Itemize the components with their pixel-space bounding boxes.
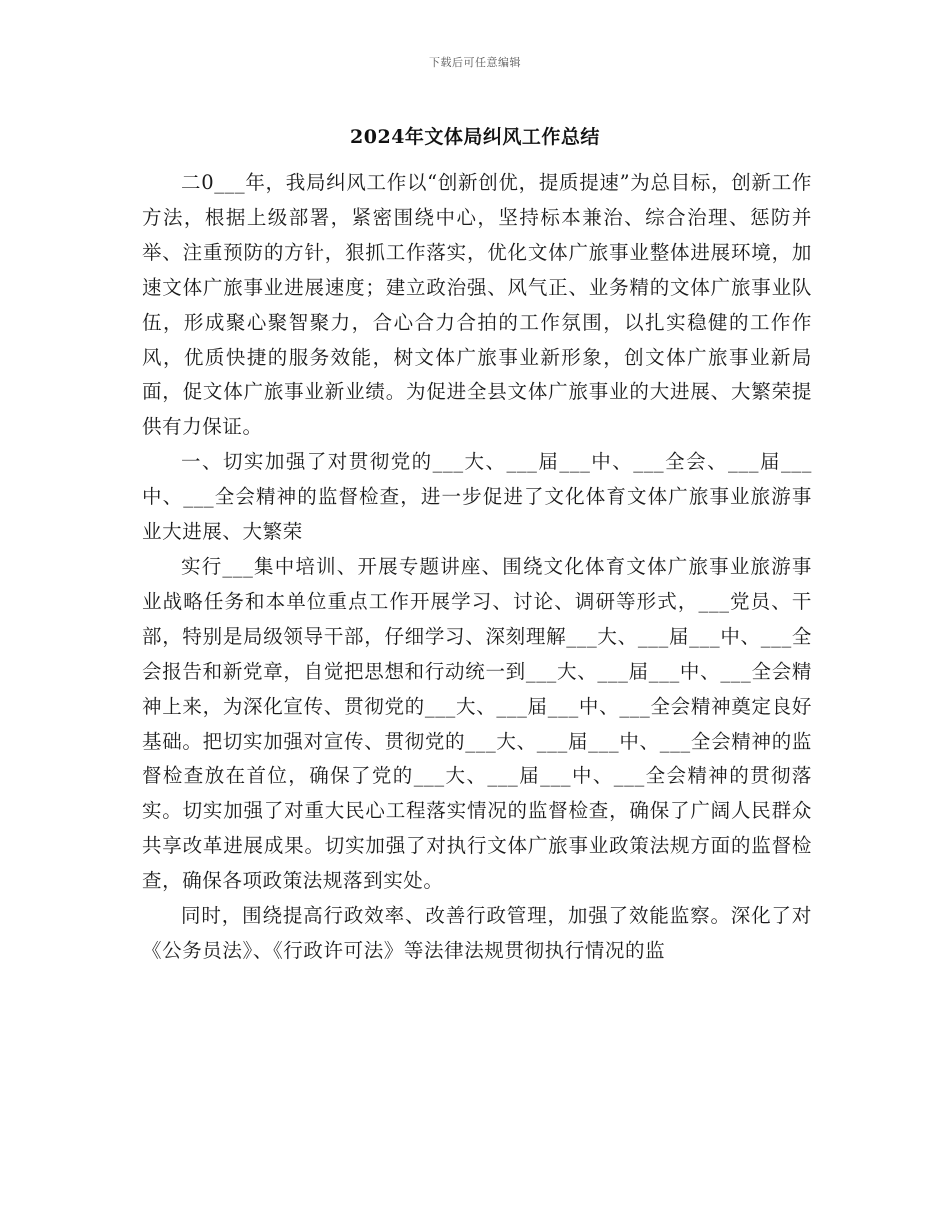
paragraph-efficiency: 同时，围绕提高行政效率、改善行政管理，加强了效能监察。深化了对《公务员法》、《行政许可法》等法律法规贯彻执行情况的监: [142, 904, 812, 962]
header-note: 下载后可任意编辑: [429, 56, 521, 69]
paragraph-section-one-heading: 一、切实加强了对贯彻党的___大、___届___中、___全会、___届___中、___全会精神的监督检查，进一步促进了文化体育文体广旅事业旅游事业大进展、大繁荣: [142, 450, 812, 544]
document-title: 2024年文体局纠风工作总结: [350, 126, 600, 148]
document-body: [142, 166, 812, 969]
paragraph-section-one-body: 实行___集中培训、开展专题讲座、围绕文化体育文体广旅事业旅游事业战略任务和本单位重点工作开展学习、讨论、调研等形式，___党员、干部，特别是局级领导干部，仔细学习、深刻理解___大、___届___中、___全会报告和新党章，自觉把思想和行动统一到___大、___届___中、___全会精神上来，为深化宣传、贯彻党的___大、___届___中、___全会精神奠定良好基础。把切实加强对宣传、贯彻党的___大、___届___中、___全会精神的监督检查放在首位，确保了党的___大、___届___中、___全会精神的贯彻落实。切实加强了对重大民心工程落实情况的监督检查，确保了广阔人民群众共享改革进展成果。切实加强了对执行文体广旅事业政策法规方面的监督检查，确保各项政策法规落到实处。: [142, 554, 812, 893]
paragraph-intro: 二0___年，我局纠风工作以“创新创优，提质提速”为总目标，创新工作方法，根据上级部署，紧密围绕中心，坚持标本兼治、综合治理、惩防并举、注重预防的方针，狠抓工作落实，优化文体广旅事业整体进展环境，加速文体广旅事业进展速度；建立政治强、风气正、业务精的文体广旅事业队伍，形成聚心聚智聚力，合心合力合拍的工作氛围，以扎实稳健的工作作风，优质快捷的服务效能，树文体广旅事业新形象，创文体广旅事业新局面，促文体广旅事业新业绩。为促进全县文体广旅事业的大进展、大繁荣提供有力保证。: [142, 171, 812, 439]
